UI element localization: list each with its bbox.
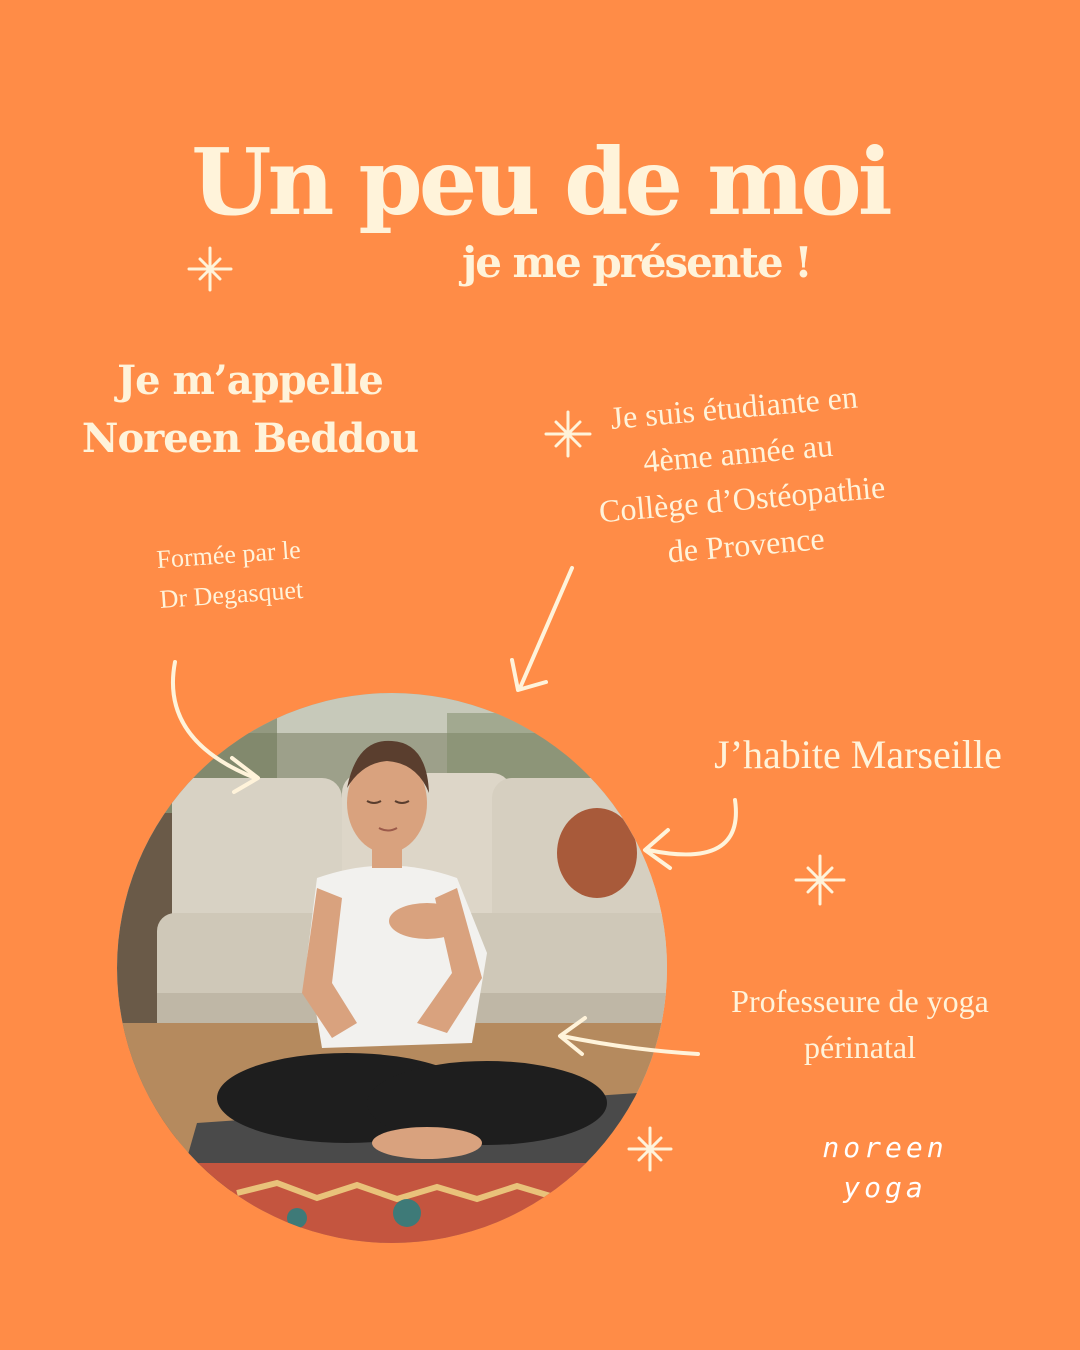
arrow-icon: [512, 568, 572, 690]
logo-line2: yoga: [843, 1171, 927, 1204]
intro-name-line2: Noreen Beddou: [81, 415, 419, 462]
brand-logo: [800, 1128, 970, 1208]
intro-name-line1: Je m’appelle: [117, 357, 383, 404]
sparkle-icon: [796, 856, 844, 904]
studies-line: Je suis étudiante en: [608, 378, 860, 436]
logo-line1: noreen: [822, 1131, 948, 1164]
arrow-icon: [560, 1018, 698, 1054]
sparkle-icon: [629, 1128, 671, 1170]
sparkle-icon: [189, 248, 231, 290]
page-title: Un peu de moi: [191, 128, 889, 236]
studies-line: de Provence: [666, 519, 826, 570]
trained-line: Dr Degasquet: [158, 574, 305, 614]
arrow-icon: [173, 662, 258, 792]
teacher-line: Professeure de yoga: [731, 983, 989, 1019]
lives-note: J’habite Marseille: [714, 732, 1002, 777]
teacher-line: périnatal: [804, 1029, 916, 1065]
studies-line: Collège d’Ostéopathie: [597, 468, 887, 530]
sparkle-icon: [546, 412, 590, 456]
trained-line: Formée par le: [155, 535, 302, 575]
arrow-icon: [645, 800, 736, 868]
studies-line: 4ème année au: [641, 426, 835, 480]
page-subtitle: je me présente !: [462, 238, 811, 287]
